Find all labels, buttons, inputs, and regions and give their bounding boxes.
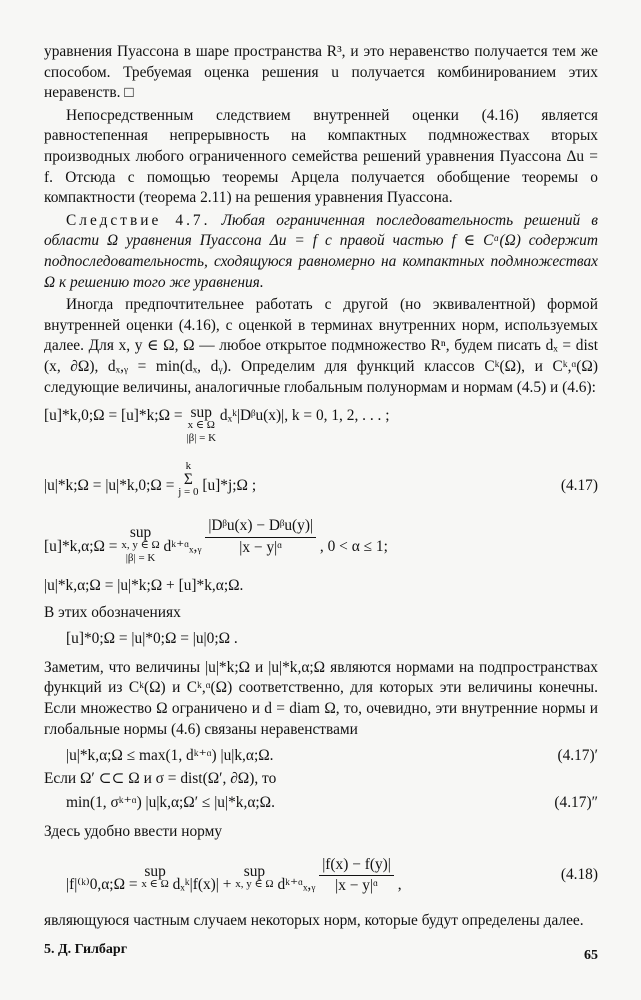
eq-number-4-18: (4.18) (560, 865, 598, 883)
paragraph-1: уравнения Пуассона в шаре пространства R³, и это неравенство получается тем же способом. Требуемая оценка решения u получается комбинированием этих неравенств. □ (44, 43, 598, 102)
paragraph-6: Если Ω′ ⊂⊂ Ω и σ = dist(Ω′, ∂Ω), то (44, 769, 277, 787)
eq3-lhs: [u]*k,α;Ω = (44, 537, 118, 555)
eq1-sup: sup x ∈ Ω |β| = K (186, 404, 217, 445)
eq3-prefactor: dᵏ⁺ᵅₓ,ᵧ (163, 537, 202, 555)
eq1-lhs: [u]*k,0;Ω = [u]*k;Ω = (44, 407, 183, 425)
eq3-condition: , 0 < α ≤ 1; (319, 537, 388, 555)
equation-3 (44, 516, 598, 570)
corollary-heading: Следствие 4.7. (66, 211, 211, 229)
paragraph-3: Иногда предпочтительнее работать с другой (но эквивалентной) формой внутренней оценки (4.16), с оценкой в терминах внутренних норм, используемых далее. Для x, y ∈ Ω, Ω — любое открытое подмножество Rⁿ, будем писать dₓ = dist (x, ∂Ω), dₓ,ᵧ = min(dₓ, dᵧ). Определим для функций классов Cᵏ(Ω), и Cᵏ,ᵅ(Ω) следующие величины, аналогичные глобальным полунормам и нормам (4.5) и (4.6): (44, 296, 598, 396)
paragraph-8: являющуюся частным случаем некоторых норм, которые будут определены далее. (44, 911, 584, 929)
eq-number-4-17-double-prime: (4.17)″ (554, 794, 598, 812)
corollary-text: Любая ограниченная последовательность решений в области Ω уравнения Пуассона Δu = f с правой частью f ∈ Cᵅ(Ω) содержит подпоследовательность, сходящуюся равномерно на компактных подмножествах Ω к решению того же уравнения. (44, 211, 598, 291)
footer-author: 5. Д. Гилбарг (44, 942, 128, 957)
eq2-lhs: |u|*k;Ω = |u|*k,0;Ω = (44, 477, 175, 495)
eq-number-4-17: (4.17) (560, 477, 598, 495)
equation-5: [u]*0;Ω = |u|*0;Ω = |u|0;Ω . (66, 630, 238, 648)
equation-8: |f|⁽ᵏ⁾0,α;Ω = sup x ∈ Ω dₓᵏ|f(x)| + sup x, y ∈ Ω dᵏ⁺ᵅₓ,ᵧ $\frac{|f(x) - f(y)|}{\text{|x − y|ᵅ}}$ , (4.18) (44, 855, 598, 903)
page-number: 65 (584, 948, 598, 963)
paragraph-4: В этих обозначениях (44, 603, 181, 621)
eq1-rhs: dₓᵏ|Dᵝu(x)|, k = 0, 1, 2, . . . ; (219, 407, 390, 425)
eq3-fraction: $\frac{\text{|Dᵝu(x) − Dᵝu(y)|}}{\text{|x − y|ᵅ}}$ (205, 516, 316, 558)
eq-number-4-17-prime: (4.17)′ (557, 747, 598, 765)
eq2-sum: k Σ j = 0 (178, 460, 199, 499)
eq2-rhs: [u]*j;Ω ; (202, 477, 257, 495)
paragraph-7: Здесь удобно ввести норму (44, 823, 223, 841)
eq3-sup: sup x, y ∈ Ω |β| = K (121, 524, 160, 565)
eq8-fraction: $\frac{|f(x) - f(y)|}{\text{|x − y|ᵅ}}$ (319, 855, 394, 897)
paragraph-2: Непосредственным следствием внутренней оценки (4.16) является равностепенная непрерывность на компактных подмножествах вторых производных любого ограниченного семейства решений уравнения Пуассона Δu = f. Отсюда с помощью теоремы Арцела получается обобщение теоремы о компактности (теорема 2.11) на решения уравнения Пуассона. (44, 106, 598, 207)
page-body (44, 10, 598, 931)
equation-4: |u|*k,α;Ω = |u|*k;Ω + [u]*k,α;Ω. (44, 577, 244, 595)
equation-7: min(1, σᵏ⁺ᵅ) |u|k,α;Ω′ ≤ |u|*k,α;Ω. (4.17)″ (44, 793, 598, 814)
page-footer (44, 940, 598, 961)
paragraph-5: Заметим, что величины |u|*k;Ω и |u|*k,α;Ω являются нормами на подпространствах функций из Cᵏ(Ω) и Cᵏ,ᵅ(Ω) соответственно, для которых эти величины конечны. Если множество Ω ограничено и d = diam Ω, то, очевидно, эти внутренние нормы и глобальные нормы (4.6) связаны неравенствами (44, 658, 598, 738)
corollary (44, 211, 598, 293)
equation-1 (44, 406, 598, 454)
equation-2 (44, 460, 598, 510)
equation-6: |u|*k,α;Ω ≤ max(1, dᵏ⁺ᵅ) |u|k,α;Ω. (4.17)′ (44, 746, 598, 767)
